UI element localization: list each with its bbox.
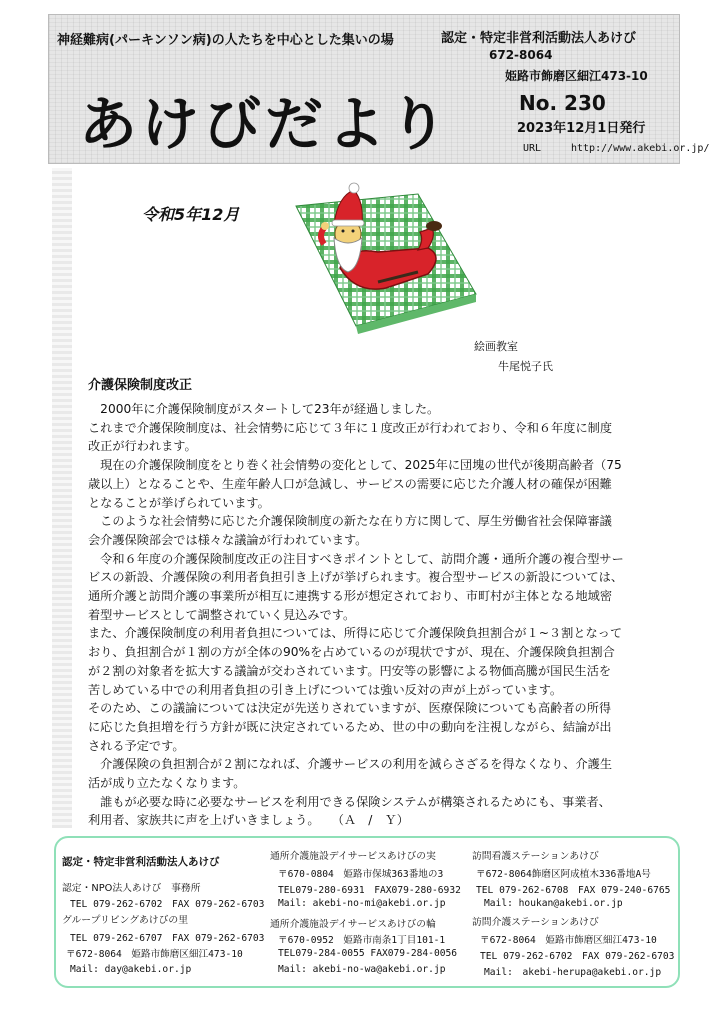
article-line: となることが挙げられています。 — [88, 495, 270, 510]
article-line: 介護保険の負担割合が２割になれば、介護サービスの利用を減らさざるを得なくなり、介護生 — [88, 757, 613, 772]
article-line: ビスの新設、介護保険の利用者負担引き上げが挙げられます。複合型サービスの新設については、 — [88, 570, 624, 585]
article-body — [88, 400, 678, 830]
day-service-2-address: 〒670-0952 姫路市南条1丁目101-1 — [278, 935, 446, 946]
home-nursing-address: 〒672-8064飾磨区阿成植木336番地A号 — [476, 869, 651, 880]
home-nursing-phone: TEL 079-262-6708 FAX 079-240-6765 — [476, 885, 671, 896]
article-line: 令和６年度の介護保険制度改正の注目すべきポイントとして、訪問介護・通所介護の複合型サー — [88, 551, 624, 566]
day-service-2-phone: TEL079-284-0055 FAX079-284-0056 — [278, 948, 458, 959]
month-label: 令和5年12月 — [142, 205, 240, 224]
article-heading: 介護保険制度改正 — [88, 378, 193, 393]
home-care-phone: TEL 079-262-6702 FAX 079-262-6703 — [480, 951, 675, 962]
article-line: 通所介護と訪問介護の事業所が相互に連携する形が想定されており、市町村が主体となる地域密 — [88, 589, 613, 604]
article-line: 活が成り立たなくなります。 — [88, 776, 246, 791]
home-care-email[interactable]: Mail: akebi-herupa@akebi.or.jp — [484, 967, 662, 978]
article-line: 現在の介護保険制度をとり巻く社会情勢の変化として、2025年に団塊の世代が後期高齢者（75 — [88, 458, 622, 473]
header-subtitle: 神経難病(パーキンソン病)の人たちを中心とした集いの場 — [57, 33, 394, 48]
url-label: URL — [523, 143, 542, 154]
article-line: 2000年に介護保険制度がスタートして23年が経過しました。 — [88, 402, 440, 416]
article-line: おり、負担割合が１割の方が全体の90%を占めているのが現状ですが、現在、介護保険負担割合 — [88, 645, 615, 660]
day-service-1-phone: TEL079-280-6931 FAX079-280-6932 — [278, 885, 461, 896]
issue-date: 2023年12月1日発行 — [517, 121, 646, 136]
group-living-name: グループリビングあけびの里 — [62, 915, 188, 926]
group-living-phone: TEL 079-262-6707 FAX 079-262-6703 — [70, 933, 265, 944]
home-nursing-email[interactable]: Mail: houkan@akebi.or.jp — [484, 898, 623, 909]
day-service-1-email[interactable]: Mail: akebi-no-mi@akebi.or.jp — [278, 898, 446, 909]
day-service-2-email[interactable]: Mail: akebi-no-wa@akebi.or.jp — [278, 964, 446, 975]
article-line: 歳以上）となることや、生産年齢人口が急減し、サービスの需要に応じた介護人材の確保が困難 — [88, 476, 612, 491]
article-line: 利用者、家族共に声を上げいきましょう。 （Ａ / Ｙ） — [88, 813, 409, 828]
office-phone: TEL 079-262-6702 FAX 079-262-6703 — [70, 899, 265, 910]
office-name: 認定・NPO法人あけび 事務所 — [62, 883, 201, 894]
issue-number: No. 230 — [519, 91, 606, 115]
article-line: 誰もが必要な時に必要なサービスを利用できる保険システムが構築されるためにも、事業者、 — [88, 794, 611, 809]
org-postal-code: 672-8064 — [489, 48, 553, 62]
article-line: 会介護保険部会では様々な議論が行われています。 — [88, 532, 368, 547]
group-living-email[interactable]: Mail: day@akebi.or.jp — [70, 964, 192, 975]
article-line: これまで介護保険制度は、社会情勢に応じて３年に１度改正が行われており、令和６年度に制度 — [88, 420, 613, 435]
home-care-address: 〒672-8064 姫路市飾磨区細江473-10 — [480, 935, 657, 946]
contact-directory — [54, 836, 680, 988]
article-line: また、介護保険制度の利用者負担については、所得に応じて介護保険負担割合が１~３割となって — [88, 626, 623, 641]
newsletter-header — [48, 14, 710, 164]
footer-org-name: 認定・特定非営利活動法人あけび — [62, 856, 220, 868]
illustration-caption-artist: 牛尾悦子氏 — [498, 360, 553, 373]
article-line: に応じた負担増を行う方針が既に決定されているため、世の中の動向を注視しながら、結論が出 — [88, 719, 612, 734]
article-line: 改正が行われます。 — [88, 439, 197, 454]
org-address: 姫路市飾磨区細江473-10 — [505, 69, 648, 83]
day-service-1-address: 〒670-0804 姫路市保城363番地の3 — [278, 869, 444, 880]
day-service-1-name: 通所介護施設デイサービスあけびの実 — [270, 851, 436, 862]
newsletter-title: あけびだより — [79, 90, 452, 158]
article-line: このような社会情勢に応じた介護保険制度の新たな在り方に関して、厚生労働省社会保障審議 — [88, 514, 612, 529]
article-line: 苦しめている中での利用者負担の引き上げについては強い反対の声が上がっています。 — [88, 682, 563, 697]
group-living-address: 〒672-8064 姫路市飾磨区細江473-10 — [66, 949, 243, 960]
day-service-2-name: 通所介護施設デイサービスあけびの輪 — [270, 919, 436, 930]
website-link[interactable]: http://www.akebi.or.jp/ — [571, 143, 710, 154]
santa-hat — [334, 190, 362, 224]
article-line: 着型サービスとして調整されていく見込みです。 — [88, 607, 356, 622]
home-nursing-name: 訪問看護ステーションあけび — [472, 851, 599, 862]
org-name: 認定・特定非営利活動法人あけび — [441, 31, 637, 46]
article-line: が２割の対象者を拡大する議論が交わされています。円安等の影響による物価高騰が国民生活を — [88, 663, 612, 678]
article-line: そのため、この議論については決定が先送りされていますが、医療保険についても高齢者の所得 — [88, 701, 612, 716]
decorative-side-band — [52, 168, 72, 828]
illustration-caption-class: 絵画教室 — [474, 340, 518, 353]
article-line: される予定です。 — [88, 738, 185, 753]
home-care-name: 訪問介護ステーションあけび — [472, 917, 599, 928]
santa-illustration — [278, 176, 488, 346]
